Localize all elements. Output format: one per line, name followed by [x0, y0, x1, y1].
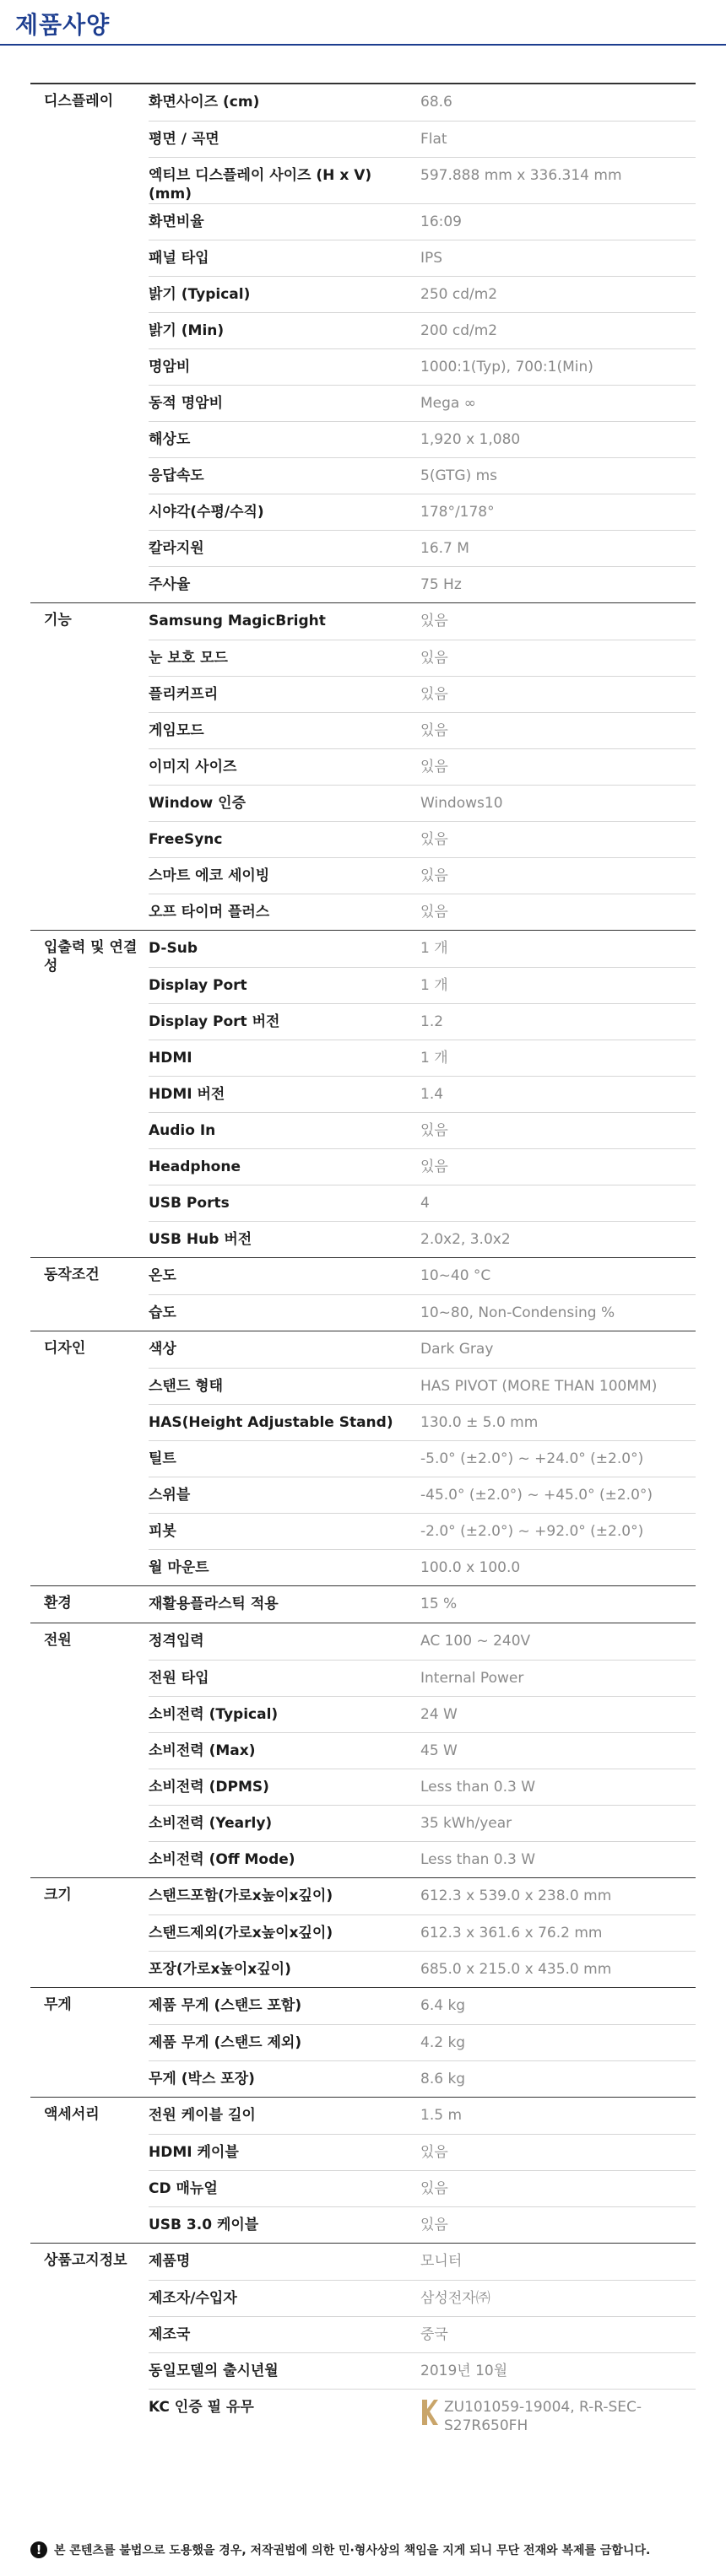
spec-row	[149, 1988, 696, 2024]
section-category: 디자인	[44, 1340, 86, 1357]
spec-row	[149, 1623, 696, 1660]
spec-row	[149, 2024, 696, 2060]
section-rows	[149, 2098, 696, 2243]
spec-row	[149, 1513, 696, 1549]
spec-row	[149, 494, 696, 530]
spec-label: 스위블	[149, 1487, 191, 1504]
spec-label: 화면사이즈 (cm)	[149, 94, 260, 111]
spec-label: D-Sub	[149, 940, 198, 957]
spec-value: 178°/178°	[420, 504, 495, 521]
spec-label: 게임모드	[149, 722, 204, 739]
spec-label: Window 인증	[149, 795, 246, 812]
spec-row	[149, 712, 696, 748]
spec-row	[149, 1805, 696, 1841]
spec-label: 포장(가로x높이x깊이)	[149, 1961, 291, 1978]
spec-value: 10~40 °C	[420, 1267, 491, 1284]
spec-label: 동적 명암비	[149, 395, 224, 412]
section-rows	[149, 1331, 696, 1585]
spec-label: Display Port 버전	[149, 1013, 280, 1030]
spec-label: 제품 무게 (스탠드 포함)	[149, 1997, 302, 2014]
section-category: 무게	[44, 1996, 72, 2013]
spec-value: 200 cd/m2	[420, 322, 498, 339]
spec-section	[30, 602, 696, 930]
spec-label: 색상	[149, 1341, 176, 1358]
spec-value: Dark Gray	[420, 1341, 494, 1358]
spec-row	[149, 157, 696, 203]
copyright-notice	[30, 2540, 706, 2560]
spec-row	[149, 1769, 696, 1805]
spec-label: 습도	[149, 1304, 176, 1321]
spec-label: Headphone	[149, 1158, 241, 1175]
section-rows	[149, 931, 696, 1257]
spec-row	[149, 1294, 696, 1331]
spec-row	[149, 1003, 696, 1040]
spec-value: 있음	[420, 722, 448, 739]
spec-label: KC 인증 필 유무	[149, 2399, 254, 2416]
spec-value: 있음	[420, 686, 448, 703]
spec-row	[149, 385, 696, 421]
spec-value: Windows10	[420, 795, 503, 812]
spec-value: 250 cd/m2	[420, 286, 498, 303]
spec-row	[149, 1841, 696, 1877]
spec-row	[149, 785, 696, 821]
spec-section	[30, 1987, 696, 2097]
spec-row	[149, 457, 696, 494]
spec-row	[149, 348, 696, 385]
spec-row	[149, 1040, 696, 1076]
spec-row	[149, 676, 696, 712]
spec-label: 스탠드 형태	[149, 1378, 224, 1395]
spec-label: 주사율	[149, 576, 191, 593]
spec-label: 응답속도	[149, 467, 204, 484]
exclamation-circle-icon: !	[30, 2541, 47, 2558]
spec-label: 소비전력 (Typical)	[149, 1706, 279, 1723]
spec-value: Less than 0.3 W	[420, 1779, 536, 1796]
spec-value: 5(GTG) ms	[420, 467, 498, 484]
spec-value: 8.6 kg	[420, 2071, 466, 2087]
spec-label: 제조국	[149, 2326, 191, 2343]
spec-section	[30, 83, 696, 602]
spec-row	[149, 1404, 696, 1440]
copyright-notice-text: 본 콘텐츠를 불법으로 도용했을 경우, 저작권법에 의한 민·형사상의 책임을 지게 되니 무단 전재와 복제를 금합니다.	[54, 2544, 651, 2557]
spec-row	[149, 121, 696, 157]
spec-row	[149, 2206, 696, 2243]
section-category: 상품고지정보	[44, 2252, 127, 2269]
spec-value: 45 W	[420, 1742, 458, 1759]
spec-label: 전원 타입	[149, 1670, 209, 1687]
spec-label: 제품명	[149, 2253, 191, 2270]
spec-value: 삼성전자㈜	[420, 2290, 490, 2307]
spec-value: 2019년 10월	[420, 2363, 508, 2379]
spec-row	[149, 857, 696, 894]
spec-label: 스마트 에코 세이빙	[149, 867, 270, 884]
spec-label: 플리커프리	[149, 686, 219, 703]
section-rows	[149, 2244, 696, 2435]
spec-value: 있음	[420, 1158, 448, 1175]
spec-row	[149, 1221, 696, 1257]
spec-row	[149, 566, 696, 602]
spec-row	[149, 2389, 696, 2435]
spec-row	[149, 2060, 696, 2097]
spec-value: 4	[420, 1195, 430, 1212]
spec-value: 1,920 x 1,080	[420, 431, 521, 448]
spec-label: 동일모델의 출시년월	[149, 2363, 279, 2379]
spec-section	[30, 1257, 696, 1331]
spec-value: 612.3 x 539.0 x 238.0 mm	[420, 1887, 612, 1904]
spec-row	[149, 967, 696, 1003]
kc-certification-number: ZU101059-19004, R-R-SEC-S27R650FH	[444, 2399, 642, 2434]
spec-row	[149, 312, 696, 348]
spec-value: 68.6	[420, 94, 452, 111]
section-category: 디스플레이	[44, 93, 114, 110]
spec-value: 1.5 m	[420, 2107, 462, 2124]
section-category: 동작조건	[44, 1266, 100, 1283]
spec-row	[149, 821, 696, 857]
spec-row	[149, 1477, 696, 1513]
spec-label: 시야각(수평/수직)	[149, 504, 264, 521]
spec-row	[149, 748, 696, 785]
spec-row	[149, 1878, 696, 1914]
spec-label: 월 마운트	[149, 1559, 209, 1576]
spec-value: 130.0 ± 5.0 mm	[420, 1414, 539, 1431]
section-category: 크기	[44, 1887, 72, 1904]
spec-value: AC 100 ~ 240V	[420, 1633, 531, 1650]
spec-value: 모니터	[420, 2253, 463, 2270]
spec-label: USB 3.0 케이블	[149, 2217, 259, 2233]
spec-value: Flat	[420, 131, 447, 148]
section-category: 기능	[44, 612, 72, 629]
section-category: 입출력 및 연결성	[44, 939, 138, 975]
spec-value: 있음	[420, 1122, 448, 1139]
section-rows	[149, 1586, 696, 1623]
spec-label: 소비전력 (Max)	[149, 1742, 256, 1759]
spec-section	[30, 930, 696, 1257]
spec-row	[149, 1696, 696, 1732]
spec-label: HDMI 케이블	[149, 2144, 239, 2161]
section-rows	[149, 1258, 696, 1331]
spec-value: 6.4 kg	[420, 1997, 466, 2014]
spec-value: 있음	[420, 867, 448, 884]
spec-value: Mega ∞	[420, 395, 476, 412]
spec-value: 24 W	[420, 1706, 458, 1723]
section-rows	[149, 1988, 696, 2097]
spec-label: FreeSync	[149, 831, 223, 848]
spec-value: 1.4	[420, 1086, 444, 1103]
spec-value: Internal Power	[420, 1670, 524, 1687]
spec-value: 35 kWh/year	[420, 1815, 512, 1832]
spec-label: 평면 / 곡면	[149, 131, 219, 148]
spec-value: IPS	[420, 250, 443, 267]
spec-value: 1000:1(Typ), 700:1(Min)	[420, 359, 593, 375]
spec-label: 밝기 (Min)	[149, 322, 225, 339]
spec-row	[149, 530, 696, 566]
spec-value: 16.7 M	[420, 540, 469, 557]
section-rows	[149, 1878, 696, 1987]
spec-row	[149, 1549, 696, 1585]
spec-section	[30, 2243, 696, 2435]
spec-value: 597.888 mm x 336.314 mm	[420, 167, 622, 184]
spec-value: 있음	[420, 2180, 448, 2197]
spec-label: 소비전력 (Off Mode)	[149, 1851, 295, 1868]
spec-section	[30, 1585, 696, 1623]
spec-value: HAS PIVOT (MORE THAN 100MM)	[420, 1378, 658, 1395]
spec-row	[149, 640, 696, 676]
spec-value: -5.0° (±2.0°) ~ +24.0° (±2.0°)	[420, 1450, 644, 1467]
spec-row	[149, 2316, 696, 2352]
spec-row	[149, 894, 696, 930]
spec-row	[149, 203, 696, 240]
spec-section	[30, 1623, 696, 1877]
spec-value: -45.0° (±2.0°) ~ +45.0° (±2.0°)	[420, 1487, 653, 1504]
spec-label: 패널 타입	[149, 250, 209, 267]
spec-value: 있음	[420, 2144, 448, 2161]
spec-label: 재활용플라스틱 적용	[149, 1596, 279, 1612]
spec-label: Samsung MagicBright	[149, 613, 326, 629]
section-rows	[149, 84, 696, 602]
spec-value: 2.0x2, 3.0x2	[420, 1231, 511, 1248]
spec-row	[149, 2352, 696, 2389]
spec-value: -2.0° (±2.0°) ~ +92.0° (±2.0°)	[420, 1523, 644, 1540]
spec-value: 685.0 x 215.0 x 435.0 mm	[420, 1961, 612, 1978]
spec-row	[149, 1331, 696, 1368]
spec-row	[149, 1951, 696, 1987]
spec-value: 중국	[420, 2326, 448, 2343]
spec-label: USB Hub 버전	[149, 1231, 252, 1248]
spec-row	[149, 1185, 696, 1221]
kc-value	[420, 2390, 696, 2435]
spec-section	[30, 1331, 696, 1585]
spec-label: 소비전력 (DPMS)	[149, 1779, 269, 1796]
spec-value: 있음	[420, 650, 448, 667]
spec-value: 75 Hz	[420, 576, 462, 593]
spec-value: 1.2	[420, 1013, 444, 1030]
spec-row	[149, 1586, 696, 1623]
spec-label: 제품 무게 (스탠드 제외)	[149, 2034, 302, 2051]
spec-label: HAS(Height Adjustable Stand)	[149, 1414, 393, 1431]
spec-label: 명암비	[149, 359, 191, 375]
spec-value: 15 %	[420, 1596, 458, 1612]
spec-row	[149, 1112, 696, 1148]
spec-row	[149, 2280, 696, 2316]
spec-label: 이미지 사이즈	[149, 759, 237, 775]
spec-row	[149, 84, 696, 121]
spec-value: Less than 0.3 W	[420, 1851, 536, 1868]
spec-table	[30, 83, 696, 2435]
spec-value: 있음	[420, 831, 448, 848]
section-category: 전원	[44, 1632, 72, 1649]
spec-section	[30, 2097, 696, 2243]
spec-label: Display Port	[149, 977, 247, 994]
spec-label: Audio In	[149, 1122, 216, 1139]
section-rows	[149, 603, 696, 930]
spec-value: 100.0 x 100.0	[420, 1559, 521, 1576]
spec-row	[149, 1732, 696, 1769]
spec-label: 눈 보호 모드	[149, 650, 228, 667]
spec-row	[149, 1914, 696, 1951]
spec-label: 스탠드포함(가로x높이x깊이)	[149, 1887, 333, 1904]
spec-row	[149, 276, 696, 312]
spec-label: 온도	[149, 1267, 176, 1284]
spec-row	[149, 931, 696, 967]
spec-label: 정격입력	[149, 1633, 204, 1650]
spec-label: CD 매뉴얼	[149, 2180, 218, 2197]
section-category: 액세서리	[44, 2106, 100, 2123]
spec-row	[149, 1076, 696, 1112]
spec-label: 소비전력 (Yearly)	[149, 1815, 273, 1832]
spec-label: 밝기 (Typical)	[149, 286, 251, 303]
spec-label: HDMI	[149, 1050, 192, 1067]
spec-label: 칼라지원	[149, 540, 204, 557]
spec-row	[149, 1440, 696, 1477]
spec-section	[30, 1877, 696, 1987]
spec-value: 1 개	[420, 940, 448, 957]
spec-row	[149, 2170, 696, 2206]
spec-value: 있음	[420, 759, 448, 775]
spec-label: 제조자/수입자	[149, 2290, 237, 2307]
spec-label: 스탠드제외(가로x높이x깊이)	[149, 1925, 333, 1941]
spec-row	[149, 240, 696, 276]
spec-label: HDMI 버전	[149, 1086, 225, 1103]
spec-row	[149, 1368, 696, 1404]
spec-value: 1 개	[420, 977, 448, 994]
page-header	[0, 0, 726, 46]
spec-value: 1 개	[420, 1050, 448, 1067]
spec-row	[149, 2244, 696, 2280]
spec-value: 612.3 x 361.6 x 76.2 mm	[420, 1925, 603, 1941]
spec-label: 틸트	[149, 1450, 176, 1467]
spec-label: 오프 타이머 플러스	[149, 904, 270, 921]
spec-row	[149, 1660, 696, 1696]
spec-label: 해상도	[149, 431, 191, 448]
spec-value: 있음	[420, 613, 448, 629]
kc-certification-mark-icon	[420, 2398, 439, 2427]
spec-value: 16:09	[420, 213, 462, 230]
spec-value: 4.2 kg	[420, 2034, 466, 2051]
spec-label: 피봇	[149, 1523, 176, 1540]
spec-row	[149, 1148, 696, 1185]
spec-row	[149, 1258, 696, 1294]
spec-row	[149, 421, 696, 457]
page-title: 제품사양	[15, 11, 111, 39]
spec-value: 10~80, Non-Condensing %	[420, 1304, 615, 1321]
section-rows	[149, 1623, 696, 1877]
spec-label: USB Ports	[149, 1195, 230, 1212]
spec-label: 화면비율	[149, 213, 204, 230]
spec-value: 있음	[420, 2217, 448, 2233]
spec-value: 있음	[420, 904, 448, 921]
spec-label: 엑티브 디스플레이 사이즈 (H x V) (mm)	[149, 167, 372, 203]
spec-row	[149, 2134, 696, 2170]
spec-label: 무게 (박스 포장)	[149, 2071, 255, 2087]
spec-row	[149, 603, 696, 640]
spec-row	[149, 2098, 696, 2134]
spec-label: 전원 케이블 길이	[149, 2107, 256, 2124]
section-category: 환경	[44, 1595, 72, 1612]
